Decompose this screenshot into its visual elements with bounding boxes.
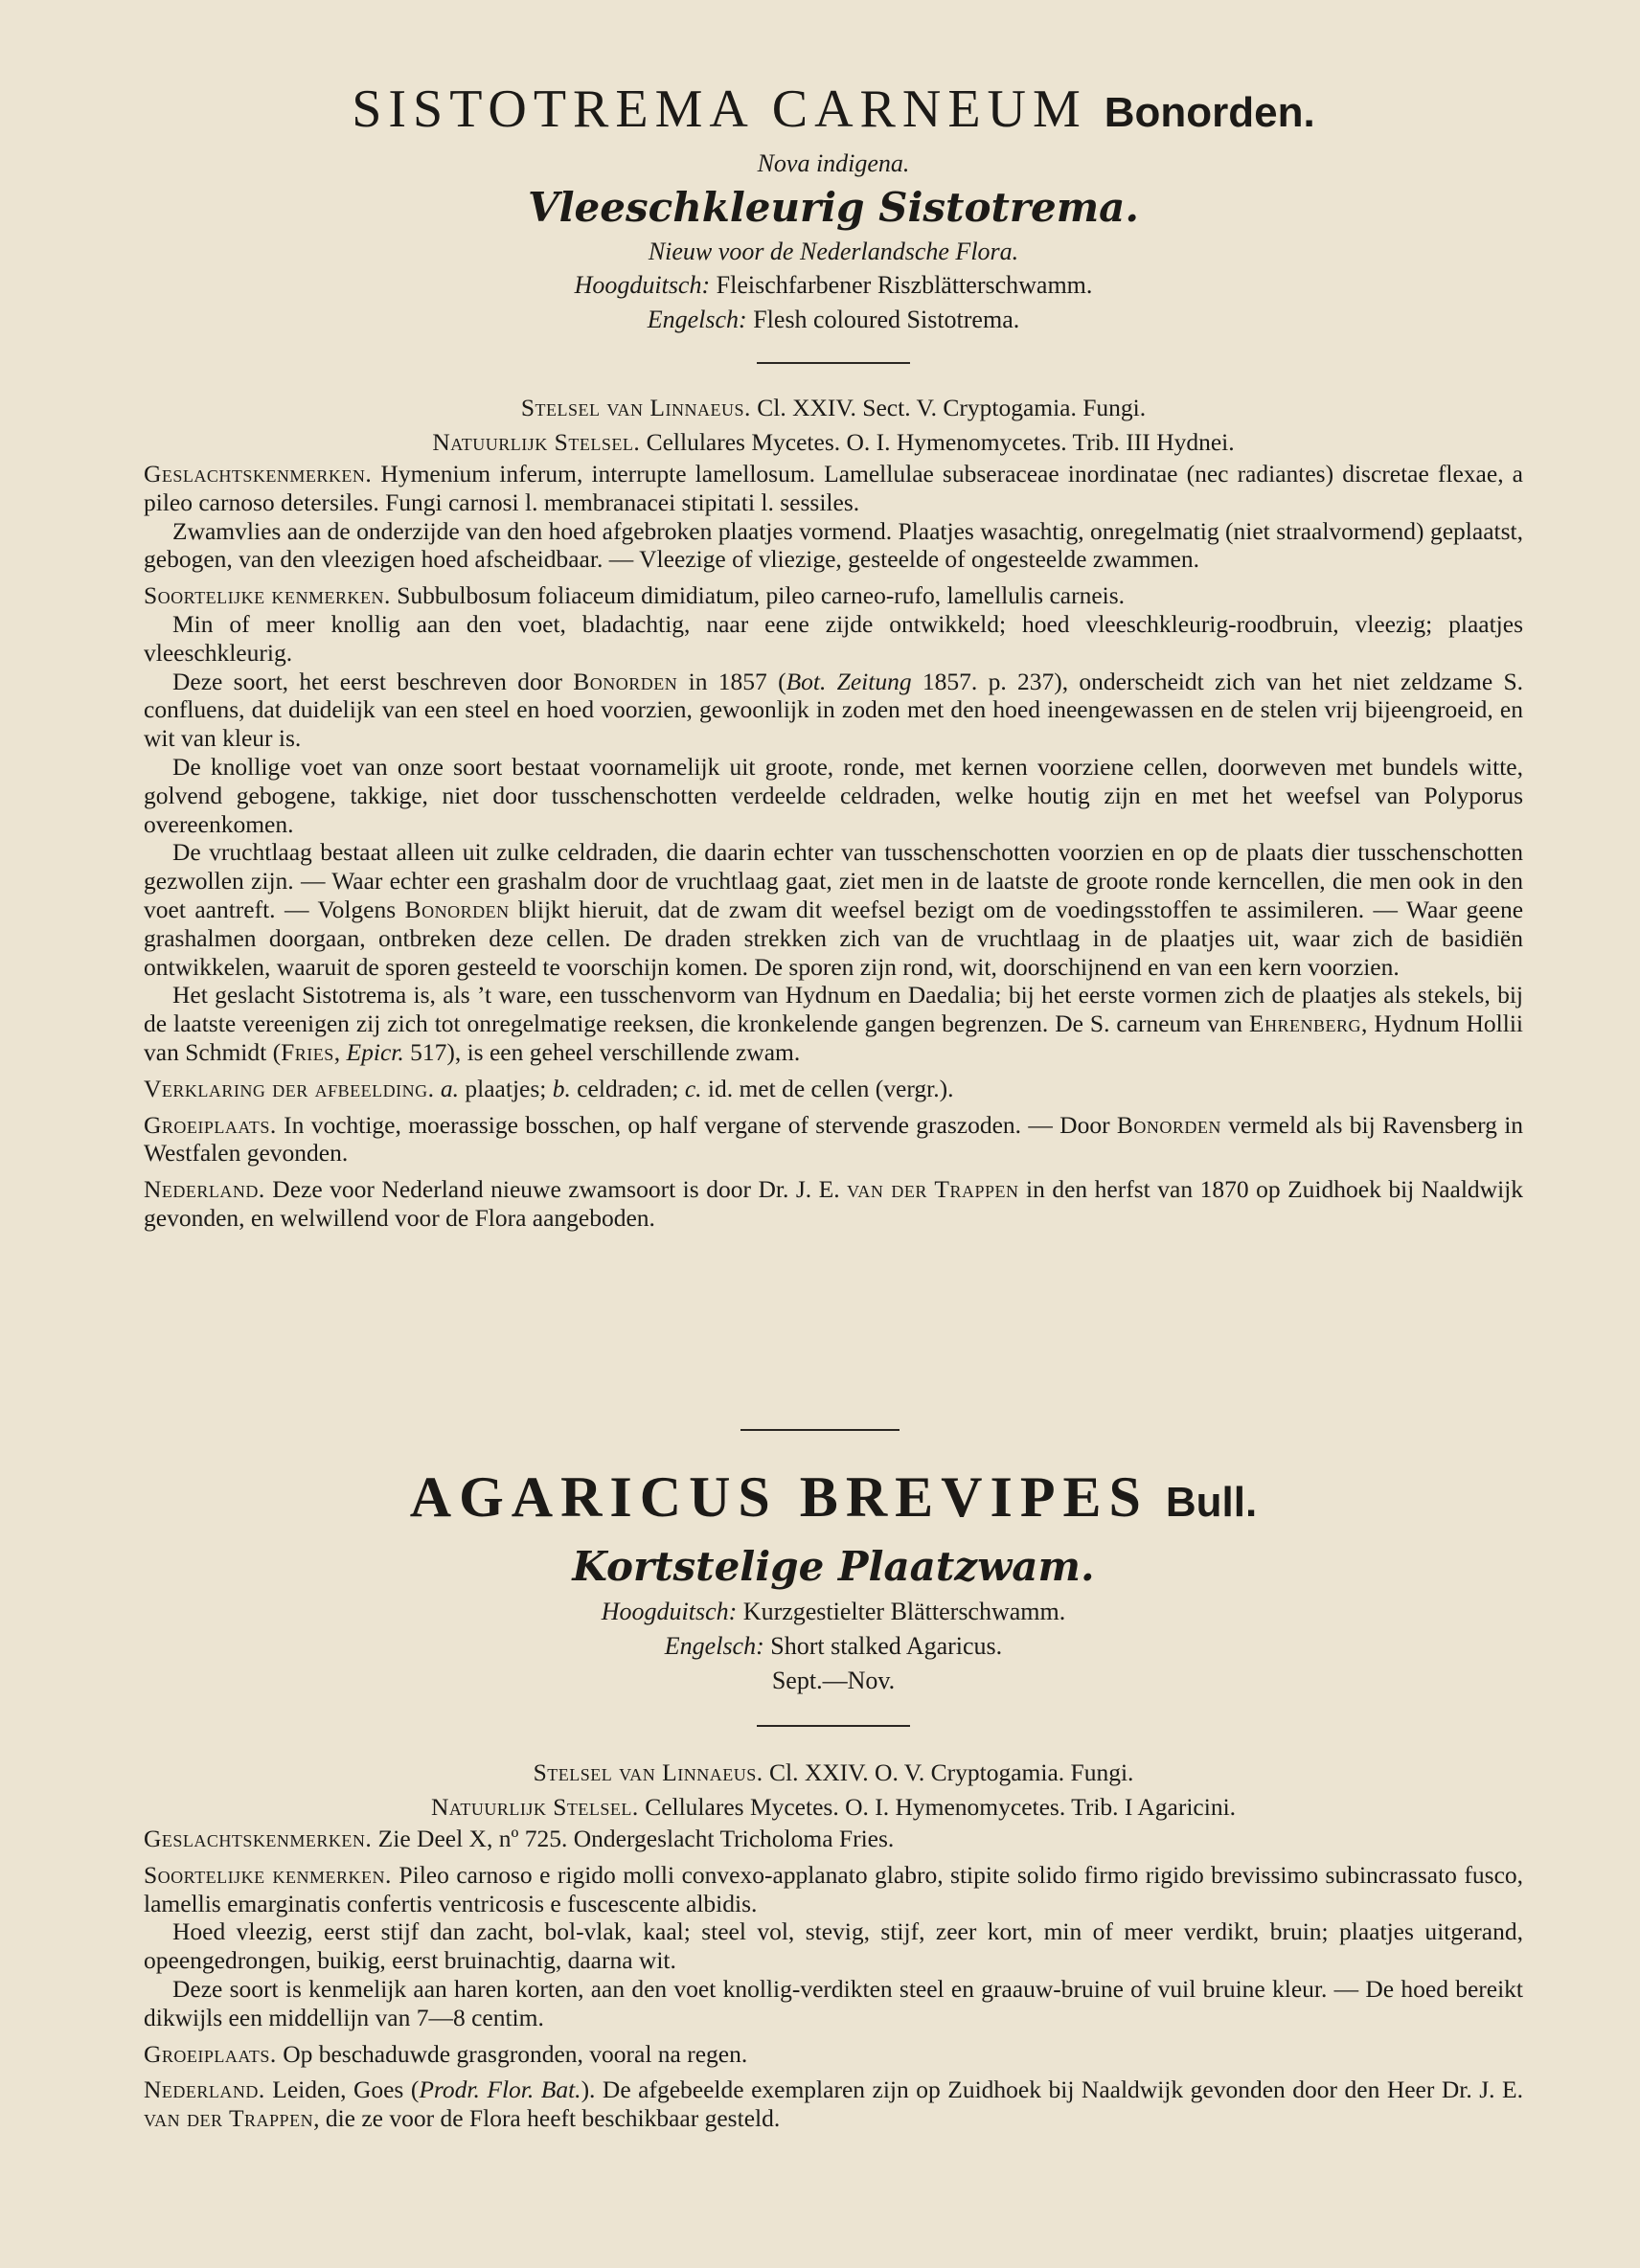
author-name: Bonorden — [1116, 1110, 1221, 1139]
habitat-label: Groeiplaats. — [144, 1110, 277, 1139]
species-label: Soortelijke kenmerken. — [144, 1860, 392, 1889]
habitat: Groeiplaats. Op beschaduwde grasgronden, vooral na regen. — [144, 2039, 748, 2068]
system-natural-text: Cellulares Mycetes. O. I. Hymenomycetes. Trib. III Hydnei. — [646, 428, 1235, 456]
genus-characters — [144, 460, 1523, 517]
habitat: Groeiplaats. In vochtige, moerassige bosschen, op half vergane of stervende graszoden. — Door Bonorden vermeld als bij Ravensberg in Westfalen gevonden. — [144, 1110, 1524, 1168]
genus-text: Zie Deel X, nº 725. Ondergeslacht Tricholoma Fries. — [377, 1825, 895, 1852]
species-characters — [144, 581, 1523, 610]
english-name-line — [144, 1629, 1523, 1664]
author-name: van der Trappen — [144, 2104, 314, 2133]
species-characters — [144, 1861, 1523, 1918]
paragraph-2: De knollige voet van onze soort bestaat voornamelijk uit groote, ronde, met kernen voorziene cellen, doorweven met bundels witte, golvend gebogene, takkige, niet door tusschenschotten verdeelde celdraden, welke houtig zijn en met het weefsel van Polyporus overeenkomen. — [144, 752, 1523, 838]
english-label: Engelsch: — [647, 306, 747, 333]
species-dutch: Min of meer knollig aan den voet, bladachtig, naar eene zijde ontwikkeld; hoed vleeschkleurig-roodbruin, vleezig; plaatjes vleeschkleurig. — [144, 609, 1523, 667]
section-divider — [740, 1429, 900, 1431]
author-name: Fries — [281, 1037, 334, 1066]
system-linnaeus — [144, 1756, 1523, 1790]
paragraph-3: De vruchtlaag bestaat alleen uit zulke celdraden, die daarin echter van tusschenschotten voorzien en op de plaats dier tusschenschotten gezwollen zijn. — Waar echter een grashalm door de vruchtlaag gaat, ziet men in de laatste de groote ronde kerncellen, die men ook in den voet aantreft. — Volgens Bonorden blijkt hieruit, dat de zwam dit weefsel bezigt om de voedingsstoffen te assimileren. — Waar geene grashalmen doorgaan, ontbreken deze cellen. De draden strekken zich van de vruchtlaag in de plaatjes uit, waar zich de basidiën ontwikkelen, waaruit de sporen gesteeld te voorschijn komen. De sporen zijn rond, wit, doorschijnend en van een kern voorzien. — [144, 838, 1524, 981]
netherlands-label: Nederland. — [144, 2075, 265, 2104]
nova-indigena: Nova indigena. — [757, 149, 910, 177]
reference: Bot. Zeitung — [786, 667, 912, 695]
system-natural-label: Natuurlijk Stelsel. — [432, 428, 641, 456]
species-author: Bonorden. — [1104, 89, 1315, 136]
netherlands-occurrence: Nederland. Leiden, Goes (Prodr. Flor. Bat.). De afgebeelde exemplaren zijn op Zuidhoek bij Naaldwijk gevonden door den Heer Dr. J. E. van der Trappen, die ze voor de Flora heeft beschikbaar gesteld. — [144, 2075, 1523, 2133]
system-natural — [144, 425, 1523, 460]
system-linnaeus-text: Cl. XXIV. O. V. Cryptogamia. Fungi. — [769, 1758, 1134, 1786]
genus-characters — [144, 1825, 1523, 1853]
german-label: Hoogduitsch: — [601, 1598, 738, 1625]
genus-label: Geslachtskenmerken. — [144, 460, 373, 488]
system-natural — [144, 1790, 1523, 1825]
netherlands-occurrence: Nederland. Deze voor Nederland nieuwe zwamsoort is door Dr. J. E. van der Trappen in den herfst van 1870 op Zuidhoek bij Naaldwijk gevonden, en welwillend voor de Flora aangeboden. — [144, 1175, 1523, 1232]
dutch-name: Vleeschkleurig Sistotrema. — [528, 184, 1139, 231]
genus-text: Hymenium inferum, interrupte lamellosum. Lamellulae subseraceae inordinatae (nec radiantes) discretae flexae, a pileo carnoso detersiles. Fungi carnosi l. membranacei stipitati l. sessiles. — [144, 460, 1523, 516]
author-name: Ehrenberg — [1248, 1009, 1361, 1038]
system-linnaeus — [144, 391, 1523, 425]
species-text: Pileo carnoso e rigido molli convexo-applanato glabro, stipite solido firmo rigido brevissimo subincrassato fusco, lamellis emarginatis confertis ventricosis e fuscescente albidis. — [144, 1860, 1524, 1917]
divider — [757, 1725, 910, 1727]
author-name: van der Trappen — [847, 1175, 1019, 1204]
german-name-line — [144, 268, 1523, 303]
reference: Epicr. — [346, 1037, 404, 1066]
new-note: Nieuw voor de Nederlandsche Flora. — [648, 238, 1019, 265]
system-natural-label: Natuurlijk Stelsel. — [430, 1793, 639, 1821]
habitat-label: Groeiplaats. — [144, 2039, 277, 2068]
english-name-line — [144, 303, 1523, 337]
paragraph-1: Deze soort is kenmelijk aan haren korten, aan den voet knollig-verdikten steel en graauw-bruine of vuil bruine kleur. — De hoed bereikt dikwijls een middellijn van 7—8 centim. — [144, 1974, 1523, 2031]
german-name-line — [144, 1595, 1523, 1629]
author-name: Bonorden — [404, 895, 510, 923]
paragraph-1: Deze soort, het eerst beschreven door Bonorden in 1857 (Bot. Zeitung 1857. p. 237), onderscheidt zich van het niet zeldzame S. confluens, dat duidelijk van een steel en hoed voorzien, gewoonlijk in zoden met den hoed ineengewassen en de stelen vrij bijeengroeid, en wit van kleur is. — [144, 667, 1524, 753]
section-sistotrema — [144, 75, 1523, 1233]
season: Sept.—Nov. — [771, 1667, 896, 1694]
species-title-text: SISTOTREMA CARNEUM — [352, 79, 1087, 139]
species-label: Soortelijke kenmerken. — [144, 581, 391, 610]
author-name: Bonorden — [573, 667, 678, 695]
dutch-name: Kortstelige Plaatzwam. — [572, 1543, 1095, 1590]
paragraph-4: Het geslacht Sistotrema is, als ’t ware, een tusschenvorm van Hydnum en Daedalia; bij het eerste vormen zich de plaatjes als stekels, bij de laatste vereenigen zij zich tot onregelmatige reeksen, die kronkelende gangen begrenzen. De S. carneum van Ehrenberg, Hydnum Hollii van Schmidt (Fries, Epicr. 517), is een geheel verschillende zwam. — [144, 981, 1524, 1066]
genus-dutch: Zwamvlies aan de onderzijde van den hoed afgebroken plaatjes vormend. Plaatjes wasachtig, onregelmatig (niet straalvormend) geplaatst, gebogen, van den vleezigen hoed afscheidbaar. — Vleezige of vliezige, gesteelde of ongesteelde zwammen. — [144, 516, 1523, 574]
genus-label: Geslachtskenmerken. — [144, 1825, 373, 1852]
species-title — [144, 1461, 1523, 1539]
section-agaricus — [144, 1461, 1523, 2133]
figure-explanation: Verklaring der afbeelding. a. plaatjes; b. celdraden; c. id. met de cellen (vergr.). — [144, 1074, 954, 1102]
system-linnaeus-label: Stelsel van Linnaeus. — [520, 394, 751, 421]
species-dutch: Hoed vleezig, eerst stijf dan zacht, bol-vlak, kaal; steel vol, stevig, stijf, zeer kort, min of meer verdikt, bruin; plaatjes uitgerand, opeengedrongen, buikig, eerst bruinachtig, daarna wit. — [144, 1917, 1523, 1975]
system-natural-text: Cellulares Mycetes. O. I. Hymenomycetes. Trib. I Agaricini. — [645, 1793, 1237, 1821]
system-linnaeus-label: Stelsel van Linnaeus. — [533, 1758, 763, 1786]
species-author: Bull. — [1165, 1479, 1258, 1526]
english-label: Engelsch: — [664, 1632, 764, 1660]
english-name: Flesh coloured Sistotrema. — [753, 306, 1020, 333]
german-label: Hoogduitsch: — [574, 271, 711, 299]
reference: Prodr. Flor. Bat. — [419, 2075, 581, 2104]
divider — [757, 362, 910, 364]
netherlands-label: Nederland. — [144, 1175, 265, 1204]
explanation-label: Verklaring der afbeelding. — [144, 1074, 435, 1102]
english-name: Short stalked Agaricus. — [770, 1632, 1003, 1660]
species-title-text: AGARICUS BREVIPES — [409, 1465, 1149, 1529]
german-name: Fleischfarbener Riszblätterschwamm. — [716, 271, 1093, 299]
species-title — [144, 75, 1523, 147]
german-name: Kurzgestielter Blätterschwamm. — [742, 1598, 1066, 1625]
system-linnaeus-text: Cl. XXIV. Sect. V. Cryptogamia. Fungi. — [757, 394, 1147, 421]
species-text: Subbulbosum foliaceum dimidiatum, pileo carneo-rufo, lamellulis carneis. — [397, 581, 1126, 610]
